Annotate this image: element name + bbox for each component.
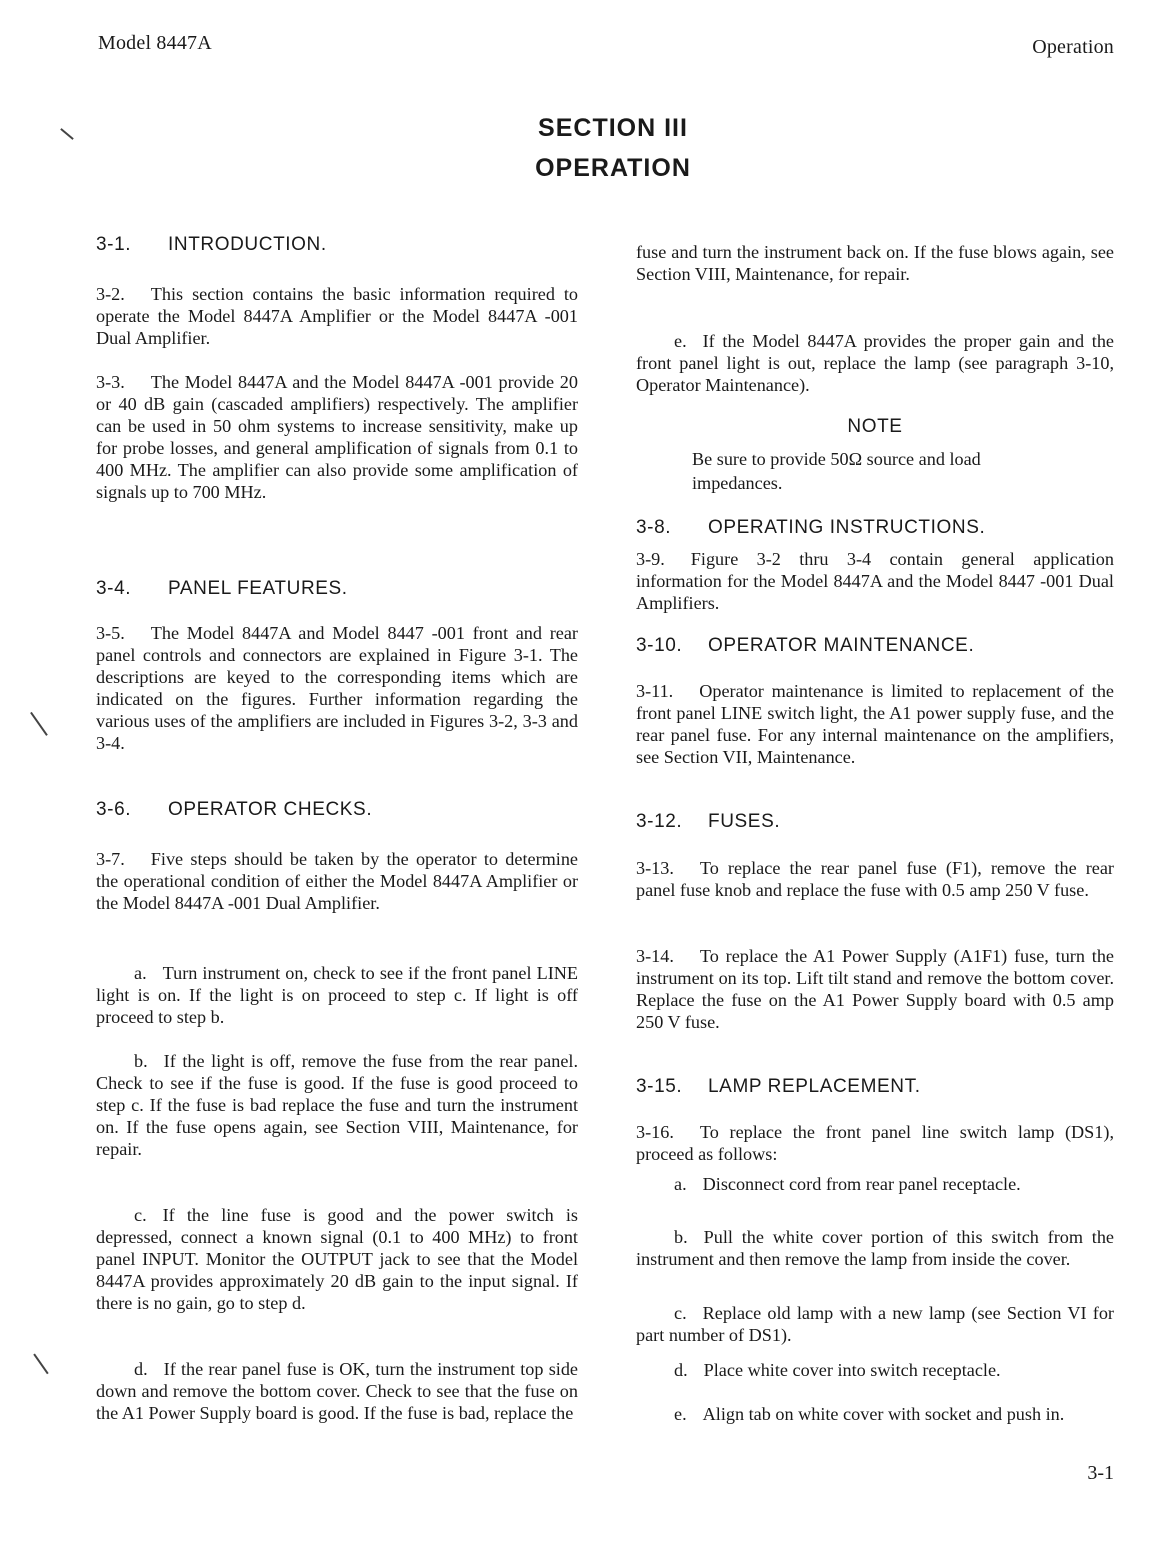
heading-title: LAMP REPLACEMENT. xyxy=(708,1076,921,1097)
step-a xyxy=(96,962,578,1028)
step-d-continued xyxy=(636,241,1114,285)
step-text: If the rear panel fuse is OK, turn the instrument top side down and remove the bottom cover. Check to see that the fuse on the A1 Power Supply board is good. If the fuse is bad, replace the xyxy=(96,1359,578,1423)
heading-3-4 xyxy=(96,578,348,600)
step-text: Replace old lamp with a new lamp (see Section VI for part number of DS1). xyxy=(636,1303,1114,1345)
heading-title: OPERATING INSTRUCTIONS. xyxy=(708,517,986,538)
paragraph-text: This section contains the basic information required to operate the Model 8447A Amplifier or the Model 8447A -001 Dual Amplifier. xyxy=(96,284,578,348)
step-text: If the light is off, remove the fuse from the rear panel. Check to see if the fuse is good. If the fuse is good proceed to step c. If the fuse is bad replace the fuse and turn the instrument on. If the fuse opens again, see Section VIII, Maintenance, for repair. xyxy=(96,1051,578,1159)
heading-3-6 xyxy=(96,799,372,821)
heading-title: PANEL FEATURES. xyxy=(168,578,348,599)
lamp-step-d xyxy=(636,1359,1114,1381)
step-letter: a. xyxy=(134,963,147,983)
heading-number: 3-12. xyxy=(636,811,683,832)
paragraph-3-9 xyxy=(636,548,1114,614)
paragraph-3-2 xyxy=(96,283,578,349)
heading-3-12 xyxy=(636,811,780,833)
step-letter: a. xyxy=(674,1174,687,1194)
paragraph-text: Figure 3-2 thru 3-4 contain general application information for the Model 8447A and the Model 8447 -001 Dual Amplifiers. xyxy=(636,549,1114,613)
paragraph-number: 3-16. xyxy=(636,1122,674,1142)
section-number: SECTION III xyxy=(538,114,688,142)
note-body: Be sure to provide 50Ω source and load impedances. xyxy=(692,449,981,493)
header-section-name: Operation xyxy=(1032,36,1114,58)
heading-3-1 xyxy=(96,234,327,256)
heading-title: OPERATOR MAINTENANCE. xyxy=(708,635,975,656)
step-c xyxy=(96,1204,578,1314)
paragraph-3-16 xyxy=(636,1121,1114,1165)
lamp-step-b xyxy=(636,1226,1114,1270)
paragraph-text: To replace the rear panel fuse (F1), remove the rear panel fuse knob and replace the fuse with 0.5 amp 250 V fuse. xyxy=(636,858,1114,900)
paragraph-number: 3-14. xyxy=(636,946,674,966)
step-d xyxy=(96,1358,578,1424)
paragraph-text: The Model 8447A and the Model 8447A -001 provide 20 or 40 dB gain (cascaded amplifiers) respectively. The amplifier can be used in 50 ohm systems to increase sensitivity, make up for probe losses, and general amplification of signals from 0.1 to 400 MHz. The amplifier can also provide some amplification of signals up to 700 MHz. xyxy=(96,372,578,502)
paragraph-number: 3-5. xyxy=(96,623,125,643)
step-e xyxy=(636,330,1114,396)
paragraph-text: The Model 8447A and Model 8447 -001 front and rear panel controls and connectors are explained in Figure 3-1. The descriptions are keyed to the corresponding items which are indicated on the figures. Further information regarding the various uses of the amplifiers are included in Figures 3-2, 3-3 and 3-4. xyxy=(96,623,578,753)
heading-title: FUSES. xyxy=(708,811,781,832)
heading-number: 3-4. xyxy=(96,578,132,599)
section-name: OPERATION xyxy=(535,154,691,182)
paragraph-number: 3-3. xyxy=(96,372,125,392)
paragraph-text: fuse and turn the instrument back on. If the fuse blows again, see Section VIII, Maintenance, for repair. xyxy=(636,242,1114,284)
step-text: Turn instrument on, check to see if the front panel LINE light is on. If the light is on proceed to step c. If light is off proceed to step b. xyxy=(96,963,578,1027)
paragraph-3-5 xyxy=(96,622,578,754)
step-letter: d. xyxy=(134,1359,148,1379)
heading-3-10 xyxy=(636,635,974,657)
paragraph-number: 3-13. xyxy=(636,858,674,878)
heading-3-8 xyxy=(636,517,985,539)
step-text: Pull the white cover portion of this switch from the instrument and then remove the lamp from inside the cover. xyxy=(636,1227,1114,1269)
scan-mark xyxy=(30,712,47,736)
step-letter: e. xyxy=(674,331,687,351)
step-letter: b. xyxy=(674,1227,688,1247)
paragraph-number: 3-11. xyxy=(636,681,674,701)
paragraph-text: To replace the A1 Power Supply (A1F1) fuse, turn the instrument on its top. Lift tilt stand and remove the bottom cover. Replace the fuse on the A1 Power Supply board with 0.5 amp 250 V fuse. xyxy=(636,946,1114,1032)
heading-number: 3-8. xyxy=(636,517,672,538)
lamp-step-c xyxy=(636,1302,1114,1346)
paragraph-text: Operator maintenance is limited to replacement of the front panel LINE switch light, the A1 power supply fuse, and the rear panel fuse. For any internal maintenance on the amplifiers, see Section VII, Maintenance. xyxy=(636,681,1114,767)
heading-number: 3-1. xyxy=(96,234,132,255)
step-text: Align tab on white cover with socket and push in. xyxy=(702,1404,1065,1424)
step-letter: d. xyxy=(674,1360,688,1380)
paragraph-3-3 xyxy=(96,371,578,503)
heading-3-15 xyxy=(636,1076,921,1098)
heading-title: OPERATOR CHECKS. xyxy=(168,799,373,820)
paragraph-text: To replace the front panel line switch lamp (DS1), proceed as follows: xyxy=(636,1122,1114,1164)
step-text: Place white cover into switch receptacle. xyxy=(703,1360,1001,1380)
heading-number: 3-6. xyxy=(96,799,132,820)
note-title: NOTE xyxy=(847,416,903,437)
step-text: If the line fuse is good and the power switch is depressed, connect a known signal (0.1 to 400 MHz) to front panel INPUT. Monitor the OUTPUT jack to see that the Model 8447A provides approximately 20 dB gain to the input signal. If there is no gain, go to step d. xyxy=(96,1205,578,1313)
step-b xyxy=(96,1050,578,1160)
step-letter: b. xyxy=(134,1051,148,1071)
step-letter: c. xyxy=(674,1303,687,1323)
paragraph-number: 3-7. xyxy=(96,849,125,869)
scan-mark xyxy=(33,1354,48,1375)
paragraph-3-14 xyxy=(636,945,1114,1033)
section-title xyxy=(0,108,1176,188)
heading-number: 3-10. xyxy=(636,635,683,656)
header-model: Model 8447A xyxy=(98,32,212,54)
page-number: 3-1 xyxy=(1087,1462,1114,1484)
paragraph-3-13 xyxy=(636,857,1114,901)
step-letter: c. xyxy=(134,1205,147,1225)
paragraph-3-11 xyxy=(636,680,1114,768)
paragraph-text: Five steps should be taken by the operator to determine the operational condition of either the Model 8447A Amplifier or the Model 8447A -001 Dual Amplifier. xyxy=(96,849,578,913)
paragraph-number: 3-2. xyxy=(96,284,125,304)
step-letter: e. xyxy=(674,1404,687,1424)
step-text: If the Model 8447A provides the proper gain and the front panel light is out, replace the lamp (see paragraph 3-10, Operator Maintenance). xyxy=(636,331,1114,395)
lamp-step-e xyxy=(636,1403,1114,1425)
step-text: Disconnect cord from rear panel receptacle. xyxy=(702,1174,1021,1194)
heading-number: 3-15. xyxy=(636,1076,683,1097)
lamp-step-a xyxy=(636,1173,1114,1195)
paragraph-number: 3-9. xyxy=(636,549,665,569)
heading-title: INTRODUCTION. xyxy=(168,234,327,255)
paragraph-3-7 xyxy=(96,848,578,914)
